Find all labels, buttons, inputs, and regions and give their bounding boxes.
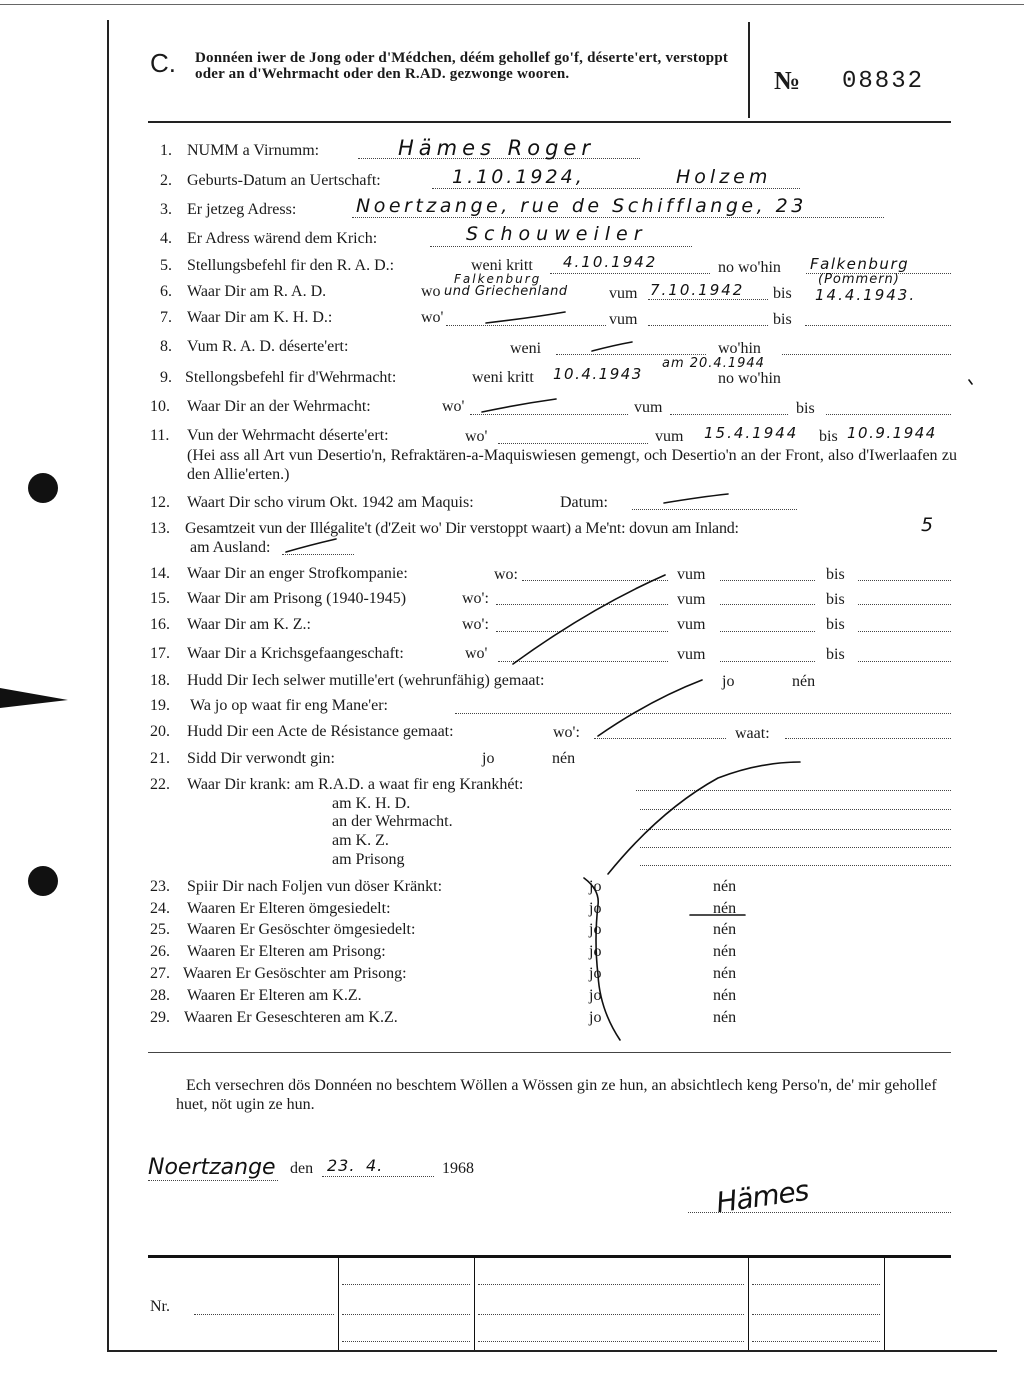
field-number: 27. [150, 965, 170, 982]
label-den: den [290, 1160, 314, 1177]
punch-hole-bottom [28, 866, 58, 896]
label-datum: Datum: [560, 494, 608, 511]
field-value-desertion-from[interactable]: 15.4.1944 [704, 424, 799, 442]
label-vum: vum [609, 311, 638, 328]
field-number: 23. [150, 878, 170, 895]
punch-hole-top [28, 473, 58, 503]
illness-sub-label: am Prisong [332, 851, 405, 868]
signature-day[interactable]: 23. [327, 1156, 356, 1175]
field-label: Spiir Dir nach Foljen vun döser Kränkt: [187, 878, 443, 895]
option-yes[interactable]: jo [589, 900, 602, 917]
field-label: Waar Dir krank: am R.A.D. a waat fir eng Krankhét: [187, 776, 524, 793]
table-col-divider [474, 1258, 475, 1350]
option-yes[interactable]: jo [589, 965, 602, 982]
label-waat: waat: [735, 725, 770, 742]
table-col-divider [884, 1258, 885, 1350]
field-value-inland-months[interactable]: 5 [921, 514, 936, 536]
field-label: Gesamtzeit vun der Illégalite't (d'Zeit wo' Dir verstoppt waart) a Me'nt: dovun am Inland: [185, 520, 739, 537]
field-label: Hudd Dir Iech selwer mutille'ert (wehrunfähig) gemaat: [187, 672, 545, 689]
field-number: 11. [150, 427, 170, 444]
label-bis: bis [826, 566, 845, 583]
field-number: 17. [150, 645, 170, 662]
field-label: Waaren Er Elteren am Prisong: [187, 943, 386, 960]
label-wo: wo: [494, 566, 518, 583]
field-number: 24. [150, 900, 170, 917]
field-label: Waar Dir am K. H. D.: [187, 309, 333, 326]
form-title: Donnéen iwer de Jong oder d'Médchen, déém gehollef go'f, déserte'ert, verstoppt oder an d'Wehrmacht oder den R.AD. gezwonge wooren. [195, 50, 729, 82]
header-divider [748, 22, 750, 118]
field-label: Wa jo op waat fir eng Mane'er: [190, 697, 388, 714]
section-letter: C. [150, 48, 176, 78]
label-bis: bis [773, 311, 792, 328]
label-bis: bis [826, 646, 845, 663]
field-label-abroad: am Ausland: [190, 539, 271, 556]
label-no-wohin: no wo'hin [718, 370, 781, 387]
field-label: Waar Dir am R. A. D. [187, 283, 327, 300]
label-vum: vum [677, 566, 706, 583]
margin-arrow-mark [0, 688, 68, 708]
label-no-wohin: no wo'hin [718, 259, 781, 276]
field-label: Waar Dir am K. Z.: [187, 616, 311, 633]
label-bis: bis [796, 400, 815, 417]
field-number: 25. [150, 921, 170, 938]
table-col-divider [748, 1258, 749, 1350]
field-number: 16. [150, 616, 170, 633]
field-number: 12. [150, 494, 170, 511]
label-vum: vum [677, 591, 706, 608]
field-number: 28. [150, 987, 170, 1004]
illness-sub-label: am K. Z. [332, 832, 389, 849]
signature-place[interactable]: Noertzange [148, 1155, 276, 1180]
field-number: 15. [150, 590, 170, 607]
signer-signature[interactable]: Hämes [714, 1173, 811, 1220]
signature-month[interactable]: 4. [366, 1156, 384, 1175]
option-no[interactable]: nén [792, 673, 816, 690]
field-value-birthdate[interactable]: 1.10.1924, [452, 166, 585, 188]
field-label: Waar Dir am Prisong (1940-1945) [187, 590, 407, 607]
field-label: Stellongsbefehl fir d'Wehrmacht: [185, 369, 397, 386]
label-wo: wo' [421, 309, 444, 326]
label-wo: wo' [465, 428, 488, 445]
field-label: Er Adress wärend dem Krich: [187, 230, 378, 247]
top-edge-line [0, 4, 1024, 5]
field-value-rad-order-date[interactable]: 4.10.1942 [563, 253, 658, 271]
field-value-rad-place[interactable]: Falkenburg [810, 255, 910, 273]
label-bis: bis [826, 591, 845, 608]
field-label: Stellungsbefehl fir den R. A. D.: [187, 257, 395, 274]
field-number: 4. [160, 230, 172, 247]
field-value-rad-to[interactable]: 14.4.1943. [815, 286, 917, 304]
label-wo: wo': [553, 724, 580, 741]
field-number: 1. [160, 142, 172, 159]
field-number: 7. [160, 309, 172, 326]
field-label: Vum R. A. D. déserte'ert: [187, 338, 349, 355]
label-vum: vum [655, 428, 684, 445]
field-label: Waaren Er Elteren am K.Z. [187, 987, 362, 1004]
field-value-name[interactable]: Hämes Roger [398, 136, 595, 160]
label-bis: bis [826, 616, 845, 633]
option-no[interactable]: nén [552, 750, 576, 767]
field-value-birthplace[interactable]: Holzem [676, 166, 772, 188]
field-label: Waart Dir scho virum Okt. 1942 am Maquis: [187, 494, 474, 511]
illness-sub-label: an der Wehrmacht. [332, 813, 453, 830]
field-number: 10. [150, 398, 170, 415]
field-value-current-address[interactable]: Noertzange, rue de Schifflange, 23 [356, 195, 807, 217]
field-label: Er jetzeg Adress: [187, 201, 297, 218]
option-no[interactable]: nén [713, 1009, 737, 1026]
field-number: 5. [160, 257, 172, 274]
field-number: 29. [150, 1009, 170, 1026]
label-wo: wo': [462, 616, 489, 633]
field-value-war-address[interactable]: Schouweiler [466, 223, 648, 245]
field-number: 13. [150, 520, 170, 537]
option-no[interactable]: nén [713, 965, 737, 982]
header-rule [148, 121, 951, 123]
label-vum: vum [677, 646, 706, 663]
illness-sub-label: am K. H. D. [332, 795, 411, 812]
option-no[interactable]: nén [713, 987, 737, 1004]
label-weni-kritt: weni kritt [472, 369, 534, 386]
form-number: 08832 [842, 68, 925, 95]
field-number: 6. [160, 283, 172, 300]
option-no[interactable]: nén [713, 943, 737, 960]
option-no[interactable]: nén [713, 878, 737, 895]
field-number: 9. [160, 369, 172, 386]
field-label: NUMM a Virnumm: [187, 142, 320, 159]
section-separator [148, 1052, 951, 1053]
option-yes[interactable]: jo [482, 750, 495, 767]
field-label: Vun der Wehrmacht déserte'ert: [187, 427, 389, 444]
field-value-wehrmacht-order-date[interactable]: 10.4.1943 [553, 365, 643, 383]
field-number: 14. [150, 565, 170, 582]
option-yes[interactable]: jo [722, 673, 735, 690]
field-label: Waaren Er Gesöschter ömgesiedelt: [187, 921, 416, 938]
declaration-text: Ech versechren dös Donnéen no beschtem Wöllen a Wössen gin ze hun, an absichtlech keng Perso'n, de' mir gehollef huet, nöt ugin ze hun. [176, 1077, 937, 1113]
option-yes[interactable]: jo [589, 1009, 602, 1026]
field-number: 20. [150, 723, 170, 740]
number-sign: № [774, 66, 801, 95]
field-number: 18. [150, 672, 170, 689]
field-label: Hudd Dir een Acte de Résistance gemaat: [187, 723, 454, 740]
signature-year: 1968 [442, 1160, 474, 1177]
field-note: (Hei ass all Art vun Desertio'n, Refraktären-a-Maquiswiesen gemengt, och Desertio'n an der Front, also d'Iwerlaafen zu den Allie'erten.) [187, 447, 957, 483]
nr-label: Nr. [150, 1298, 170, 1315]
option-no[interactable]: nén [713, 921, 737, 938]
label-wo: wo' [442, 398, 465, 415]
label-wo: wo': [462, 590, 489, 607]
field-number: 22. [150, 776, 170, 793]
option-no[interactable]: nén [713, 900, 737, 917]
label-vum: vum [634, 399, 663, 416]
field-value-rad-region[interactable]: (Pommern) [818, 272, 900, 287]
field-value-rad-location-above[interactable]: Falkenburg [454, 272, 542, 286]
field-label: Waaren Er Elteren ömgesiedelt: [187, 900, 391, 917]
option-yes[interactable]: jo [589, 943, 602, 960]
label-bis: bis [819, 428, 838, 445]
field-value-wehrmacht-order-date-2[interactable]: am 20.4.1944 [662, 356, 765, 371]
office-use-table [148, 1255, 951, 1353]
field-label: Waar Dir an der Wehrmacht: [187, 398, 371, 415]
label-wo: wo [421, 283, 441, 300]
field-label: Waar Dir a Krichsgefaangeschaft: [187, 645, 404, 662]
field-label: Waaren Er Gesöschter am Prisong: [183, 965, 407, 982]
label-weni-kritt: weni kritt [471, 257, 533, 274]
field-label: Waar Dir an enger Strofkompanie: [187, 565, 408, 582]
field-label: Waaren Er Geseschteren am K.Z. [184, 1009, 398, 1026]
field-number: 26. [150, 943, 170, 960]
field-label: Sidd Dir verwondt gin: [187, 750, 335, 767]
label-wo: wo' [465, 645, 488, 662]
field-value-rad-from[interactable]: 7.10.1942 [650, 281, 745, 299]
option-yes[interactable]: jo [589, 878, 602, 895]
table-col-divider [338, 1258, 339, 1350]
label-vum: vum [677, 616, 706, 633]
label-weni: weni [510, 340, 542, 357]
field-number: 8. [160, 338, 172, 355]
field-number: 21. [150, 750, 170, 767]
field-value-rad-location[interactable]: und Griechenland [444, 284, 568, 299]
field-number: 19. [150, 697, 170, 714]
label-wohin: wo'hin [718, 340, 761, 357]
field-label: Geburts-Datum an Uertschaft: [187, 172, 381, 189]
option-yes[interactable]: jo [589, 987, 602, 1004]
label-vum: vum [609, 285, 638, 302]
field-number: 2. [160, 172, 172, 189]
field-number: 3. [160, 201, 172, 218]
label-bis: bis [773, 285, 792, 302]
form-frame-left [107, 20, 109, 1352]
option-yes[interactable]: jo [589, 921, 602, 938]
field-value-desertion-to[interactable]: 10.9.1944 [847, 424, 937, 442]
